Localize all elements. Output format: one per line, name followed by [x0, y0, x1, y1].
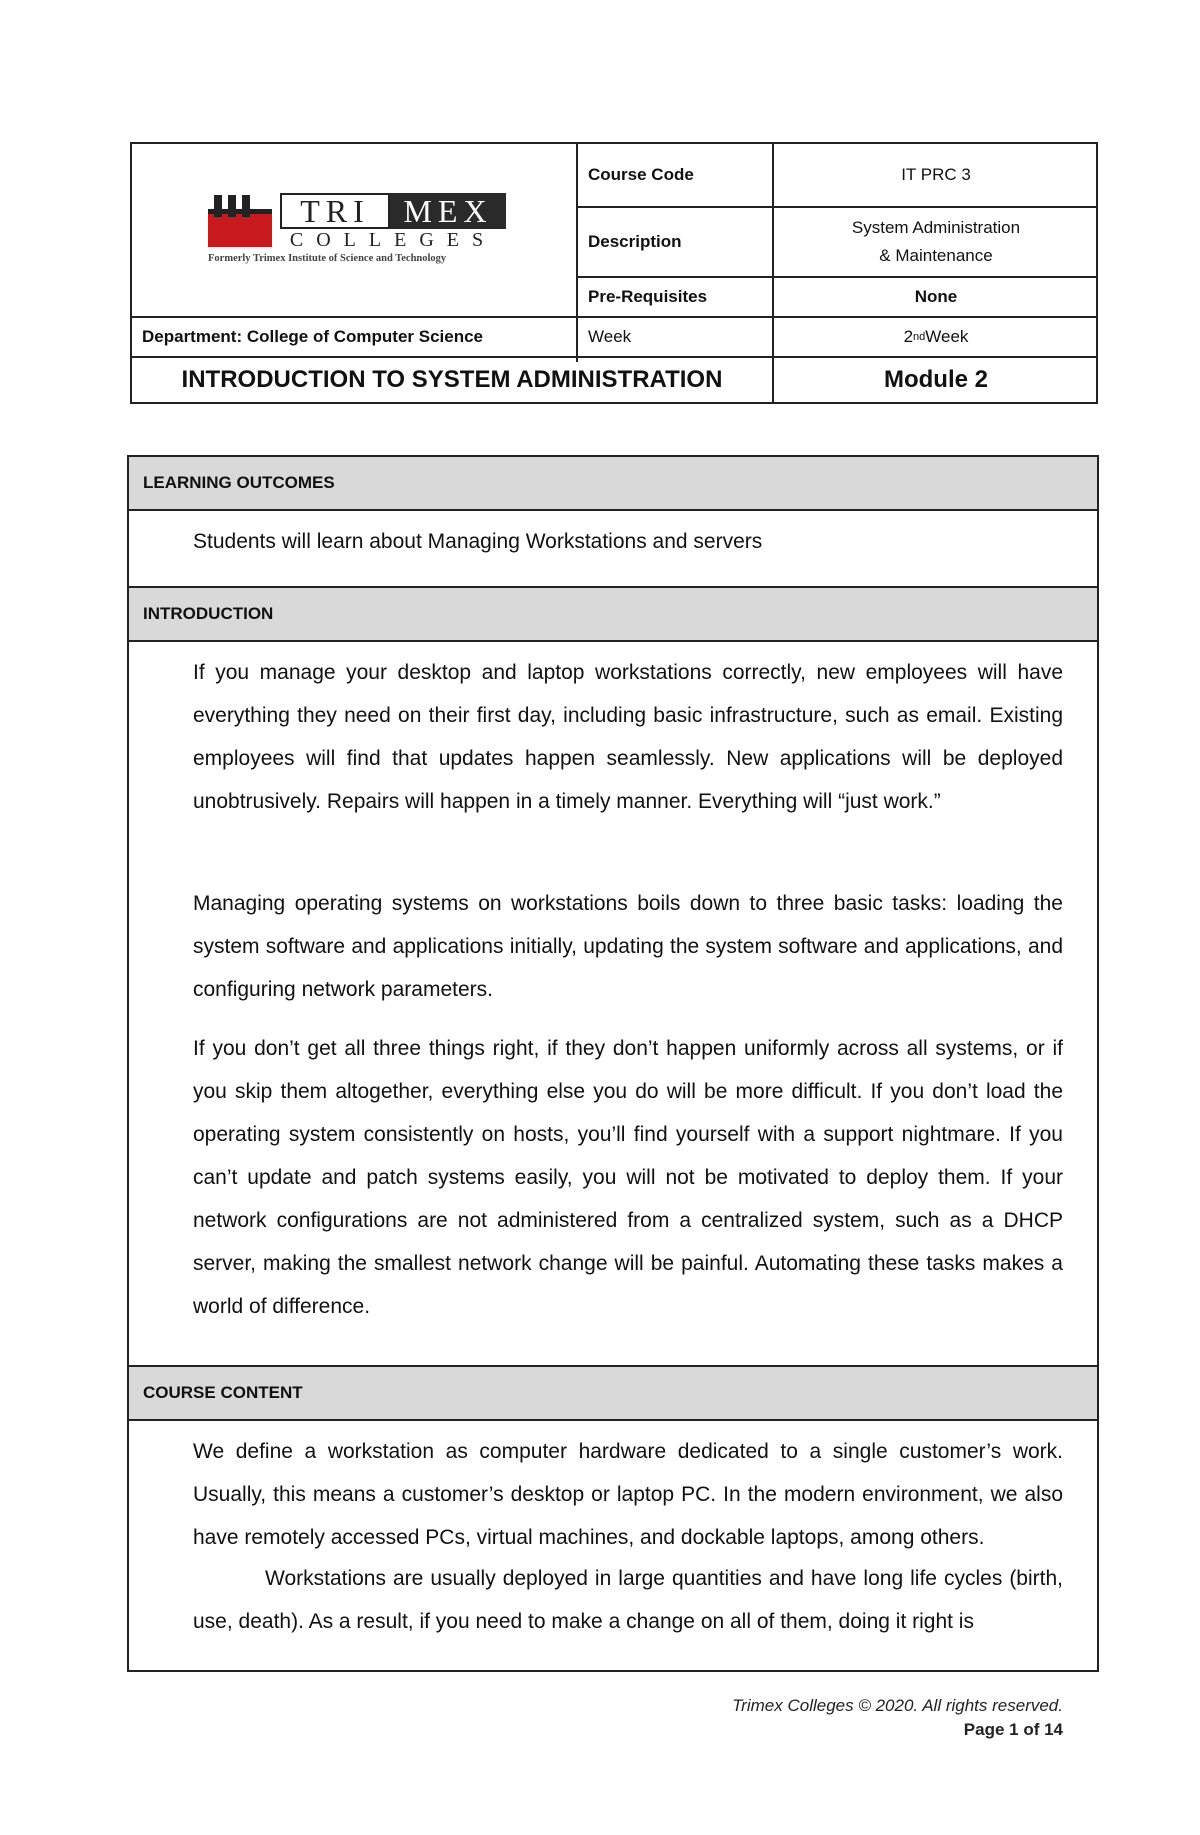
week-suffix: nd: [913, 331, 926, 343]
description-label: Description: [588, 232, 682, 251]
intro-paragraph-3: If you don’t get all three things right, if they don’t happen uniformly across all systems, or if you skip them altogether, everything else you do will be more difficult. If you don’t load the operating system consistently on hosts, you’ll find yourself with a support nightmare. If you can’t update and patch systems easily, you will not be motivated to deploy them. If your network configurations are not administered from a centralized system, such as a DHCP server, making the smallest network change will be painful. Automating these tasks makes a world of difference.: [193, 1037, 1063, 1318]
week-word: Week: [925, 327, 969, 346]
intro-paragraph-2: Managing operating systems on workstations boils down to three basic tasks: loading the system software and applications initially, updating the system software and applications, and configuring network parameters.: [193, 892, 1063, 1001]
prereq-label: Pre-Requisites: [588, 287, 708, 306]
week-number: 2: [903, 327, 914, 346]
course-code-value: IT PRC 3: [901, 165, 971, 184]
week-label: Week: [588, 327, 632, 346]
course-code-label: Course Code: [588, 165, 694, 184]
week-value: [774, 318, 1098, 356]
learning-outcomes-text: Students will learn about Managing Workstations and servers: [193, 530, 763, 553]
logo-pillars-icon: [208, 195, 272, 247]
description-value: System Administration & Maintenance: [851, 218, 1021, 265]
logo-tagline: Formerly Trimex Institute of Science and Technology: [208, 253, 447, 264]
department: Department: College of Computer Science: [142, 327, 484, 346]
logo-subbrand: COLLEGES: [289, 229, 497, 251]
course-header-table: [130, 142, 1098, 404]
logo-brand-right: MEX: [390, 193, 506, 229]
module-title: INTRODUCTION TO SYSTEM ADMINISTRATION: [181, 366, 723, 393]
prereq-value: None: [914, 287, 958, 306]
module-content-box: [127, 455, 1099, 1672]
learning-outcomes-heading: LEARNING OUTCOMES: [129, 455, 1097, 511]
trimex-logo: [208, 189, 508, 267]
content-paragraph-1: We define a workstation as computer hardware dedicated to a single customer’s work. Usually, this means a customer’s desktop or laptop PC. In the modern environment, we also have remotely accessed PCs, virtual machines, and dockable laptops, among others.: [193, 1440, 1063, 1549]
introduction-heading: INTRODUCTION: [129, 586, 1097, 642]
footer-page-number: Page 1 of 14: [963, 1720, 1063, 1739]
content-paragraph-2: Workstations are usually deployed in large quantities and have long life cycles (birth, use, death). As a result, if you need to make a change on all of them, doing it right is: [193, 1567, 1063, 1633]
footer-copyright: Trimex Colleges © 2020. All rights reserved.: [732, 1696, 1063, 1715]
intro-paragraph-1: If you manage your desktop and laptop workstations correctly, new employees will have everything they need on their first day, including basic infrastructure, such as email. Existing employees will find that updates happen seamlessly. New applications will be deployed unobtrusively. Repairs will happen in a timely manner. Everything will “just work.”: [193, 661, 1063, 813]
logo-wordmark: [280, 193, 506, 229]
course-content-heading: COURSE CONTENT: [129, 1365, 1097, 1421]
module-number: Module 2: [883, 366, 988, 393]
logo-brand-left: TRI: [280, 193, 390, 229]
